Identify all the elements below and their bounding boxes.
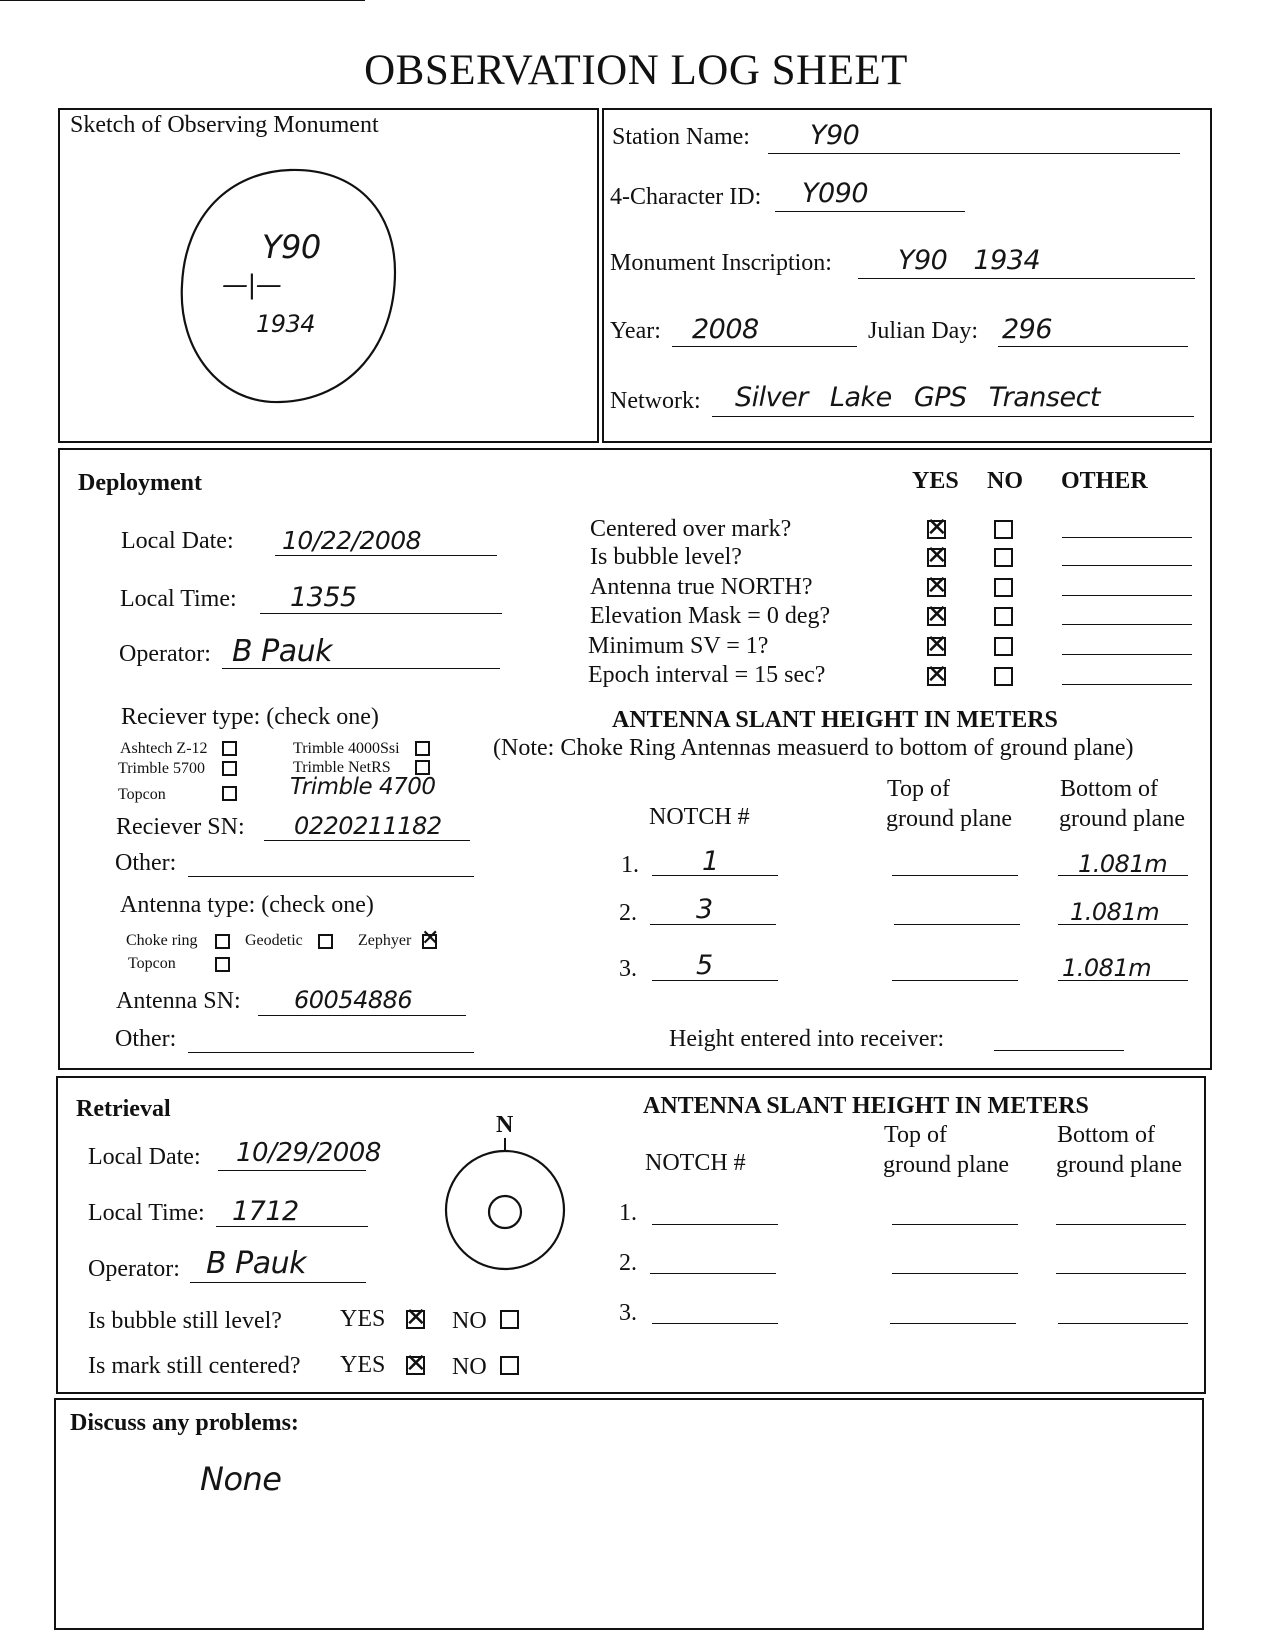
top-of-label-2: ground plane <box>886 806 1012 832</box>
julian-day-value: 296 <box>1002 314 1053 345</box>
antenna-sn-value: 60054886 <box>294 986 413 1014</box>
centered-yes-checkbox[interactable] <box>406 1356 425 1375</box>
retrieval-top-line <box>892 1273 1018 1274</box>
sketch-bottom-text: 1934 <box>256 310 316 338</box>
slant-heading: ANTENNA SLANT HEIGHT IN METERS <box>612 707 1058 733</box>
other-line <box>1062 624 1192 625</box>
antenna-option-label: Choke ring <box>126 932 198 949</box>
station-name-value: Y90 <box>810 120 860 151</box>
receiver-option-checkbox[interactable] <box>415 760 430 775</box>
antenna-option-label: Zephyer <box>358 932 412 949</box>
other-line <box>1062 565 1192 566</box>
notch-value: 3 <box>696 894 713 925</box>
antenna-type-label: Antenna type: (check one) <box>120 892 374 918</box>
retrieval-operator-value: B Pauk <box>206 1246 306 1281</box>
antenna-option-checkbox[interactable] <box>215 957 230 972</box>
other-line <box>1062 595 1192 596</box>
deploy-date-value: 10/22/2008 <box>282 526 422 555</box>
top-of-label: Top of <box>887 776 950 802</box>
retrieval-notch-line <box>652 1323 778 1324</box>
retrieval-date-label: Local Date: <box>88 1144 201 1170</box>
retrieval-row-number: 2. <box>619 1250 637 1276</box>
no-checkbox[interactable] <box>994 667 1013 686</box>
year-value: 2008 <box>692 314 759 345</box>
bubble-still-level-label: Is bubble still level? <box>88 1308 282 1334</box>
julian-day-label: Julian Day: <box>868 318 978 344</box>
no-checkbox[interactable] <box>994 637 1013 656</box>
deploy-operator-label: Operator: <box>119 641 211 667</box>
question-text: Epoch interval = 15 sec? <box>588 662 826 688</box>
notch-header: NOTCH # <box>649 804 750 830</box>
retrieval-bottom-line <box>1056 1224 1186 1225</box>
retrieval-top-line <box>890 1323 1016 1324</box>
receiver-option-checkbox[interactable] <box>222 786 237 801</box>
receiver-option-label: Ashtech Z-12 <box>120 740 208 757</box>
centered-no-checkbox[interactable] <box>500 1356 519 1375</box>
receiver-type-label: Reciever type: (check one) <box>121 704 379 730</box>
monument-sketch <box>170 160 410 410</box>
retrieval-top-of-label: Top of <box>884 1122 947 1148</box>
notch-line <box>652 980 778 981</box>
col-no-header: NO <box>987 468 1023 494</box>
problems-label: Discuss any problems: <box>70 1410 299 1436</box>
retrieval-box <box>56 1076 1206 1394</box>
bottom-value: 1.081m <box>1078 850 1168 878</box>
slant-note: (Note: Choke Ring Antennas measuerd to bottom of ground plane) <box>493 735 1134 761</box>
sketch-top-text: Y90 <box>262 228 321 266</box>
no-checkbox[interactable] <box>994 548 1013 567</box>
bottom-of-label: Bottom of <box>1060 776 1159 802</box>
station-name-line <box>768 153 1180 154</box>
retrieval-bottom-line <box>1056 1273 1186 1274</box>
yes-checkbox[interactable] <box>927 578 946 597</box>
notch-value: 5 <box>696 950 713 981</box>
bubble-no-label: NO <box>452 1308 487 1334</box>
question-text: Minimum SV = 1? <box>588 633 769 659</box>
notch-value: 1 <box>702 846 719 877</box>
retrieval-bottom-of-label-2: ground plane <box>1056 1152 1182 1178</box>
station-name-label: Station Name: <box>612 124 750 150</box>
yes-checkbox[interactable] <box>927 520 946 539</box>
retrieval-time-value: 1712 <box>232 1196 299 1227</box>
retrieval-heading: Retrieval <box>76 1096 171 1122</box>
receiver-option-label: Trimble 4000Ssi <box>293 740 400 757</box>
deploy-date-line <box>275 555 497 556</box>
centered-no-label: NO <box>452 1354 487 1380</box>
yes-checkbox[interactable] <box>927 607 946 626</box>
retrieval-row-number: 3. <box>619 1300 637 1326</box>
antenna-option-checkbox[interactable] <box>215 934 230 949</box>
antenna-sn-line <box>258 1015 466 1016</box>
no-checkbox[interactable] <box>994 607 1013 626</box>
retrieval-top-of-label-2: ground plane <box>883 1152 1009 1178</box>
receiver-option-label: Topcon <box>118 786 166 803</box>
other-antenna-line <box>188 1052 474 1053</box>
year-line <box>672 346 857 347</box>
other-line <box>1062 684 1192 685</box>
deploy-time-label: Local Time: <box>120 586 237 612</box>
antenna-option-checkbox[interactable] <box>318 934 333 949</box>
inscription-label: Monument Inscription: <box>610 250 832 276</box>
network-label: Network: <box>610 388 701 414</box>
antenna-option-checkbox[interactable] <box>422 934 437 949</box>
bottom-value: 1.081m <box>1062 954 1152 982</box>
row-number: 2. <box>619 900 637 926</box>
retrieval-bottom-line <box>1058 1323 1188 1324</box>
other-line <box>1062 654 1192 655</box>
problems-value: None <box>200 1460 282 1498</box>
no-checkbox[interactable] <box>994 578 1013 597</box>
receiver-option-checkbox[interactable] <box>415 741 430 756</box>
retrieval-time-label: Local Time: <box>88 1200 205 1226</box>
retrieval-top-line <box>892 1224 1018 1225</box>
deployment-heading: Deployment <box>78 470 202 496</box>
retrieval-bottom-of-label: Bottom of <box>1057 1122 1156 1148</box>
question-text: Centered over mark? <box>590 516 792 542</box>
julian-day-line <box>998 346 1188 347</box>
retrieval-row-number: 1. <box>619 1200 637 1226</box>
receiver-option-label: Trimble NetRS <box>293 759 391 776</box>
other-label: Other: <box>115 850 177 876</box>
top-rule <box>0 0 365 1</box>
sketch-label: Sketch of Observing Monument <box>70 112 379 138</box>
receiver-option-label: Trimble 5700 <box>118 760 205 777</box>
antenna-option-label: Topcon <box>128 955 176 972</box>
bottom-of-label-2: ground plane <box>1059 806 1185 832</box>
deploy-date-label: Local Date: <box>121 528 234 554</box>
bubble-no-checkbox[interactable] <box>500 1310 519 1329</box>
char-id-label: 4-Character ID: <box>610 184 762 210</box>
yes-checkbox[interactable] <box>927 637 946 656</box>
top-line <box>892 980 1018 981</box>
antenna-sn-label: Antenna SN: <box>116 988 241 1014</box>
col-other-header: OTHER <box>1061 468 1148 494</box>
receiver-option-checkbox[interactable] <box>222 741 237 756</box>
row-number: 1. <box>621 852 639 878</box>
retrieval-notch-header: NOTCH # <box>645 1150 746 1176</box>
top-line <box>892 875 1018 876</box>
receiver-other-value: Trimble 4700 <box>290 774 436 800</box>
other-receiver-line <box>188 876 474 877</box>
question-text: Elevation Mask = 0 deg? <box>590 603 831 629</box>
inscription-line <box>858 278 1195 279</box>
deploy-operator-value: B Pauk <box>232 634 332 669</box>
inscription-value: Y90 1934 <box>898 245 1041 276</box>
centered-yes-label: YES <box>340 1352 386 1378</box>
receiver-option-checkbox[interactable] <box>222 761 237 776</box>
notch-line <box>650 924 776 925</box>
bubble-yes-checkbox[interactable] <box>406 1310 425 1329</box>
year-label: Year: <box>610 318 661 344</box>
yes-checkbox[interactable] <box>927 548 946 567</box>
sketch-mid-text: —|— <box>222 270 282 300</box>
bottom-value: 1.081m <box>1070 898 1160 926</box>
page-title: OBSERVATION LOG SHEET <box>364 47 908 94</box>
bubble-yes-label: YES <box>340 1306 386 1332</box>
yes-checkbox[interactable] <box>927 667 946 686</box>
retrieval-operator-line <box>190 1282 366 1283</box>
height-entered-line <box>994 1050 1124 1051</box>
network-line <box>712 416 1194 417</box>
no-checkbox[interactable] <box>994 520 1013 539</box>
receiver-sn-label: Reciever SN: <box>116 814 245 840</box>
other-label: Other: <box>115 1026 177 1052</box>
char-id-line <box>775 211 965 212</box>
retrieval-operator-label: Operator: <box>88 1256 180 1282</box>
char-id-value: Y090 <box>802 178 869 209</box>
other-line <box>1062 537 1192 538</box>
question-text: Is bubble level? <box>590 544 742 570</box>
top-line <box>894 924 1020 925</box>
north-arrow-icon <box>440 1136 570 1272</box>
retrieval-date-line <box>218 1170 366 1171</box>
deploy-time-value: 1355 <box>290 582 357 613</box>
north-label: N <box>496 1112 514 1138</box>
retrieval-notch-line <box>650 1273 776 1274</box>
network-value: Silver Lake GPS Transect <box>735 382 1101 413</box>
row-number: 3. <box>619 956 637 982</box>
antenna-option-label: Geodetic <box>245 932 303 949</box>
retrieval-date-value: 10/29/2008 <box>236 1138 381 1168</box>
deploy-time-line <box>260 613 502 614</box>
receiver-sn-line <box>264 840 470 841</box>
retrieval-slant-heading: ANTENNA SLANT HEIGHT IN METERS <box>643 1093 1089 1119</box>
retrieval-notch-line <box>652 1224 778 1225</box>
col-yes-header: YES <box>912 468 959 494</box>
receiver-sn-value: 0220211182 <box>294 812 442 840</box>
mark-still-centered-label: Is mark still centered? <box>88 1353 301 1379</box>
question-text: Antenna true NORTH? <box>590 574 813 600</box>
height-entered-label: Height entered into receiver: <box>669 1026 945 1052</box>
